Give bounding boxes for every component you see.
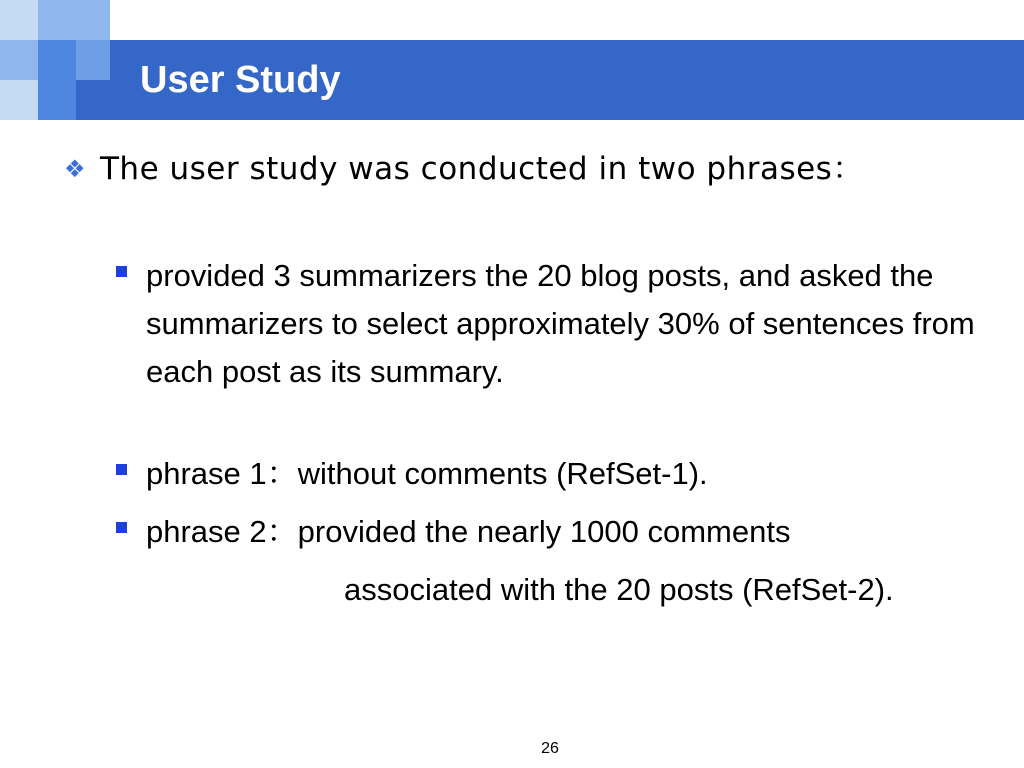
bullet-level1-text: The user study was conducted in two phrases：: [100, 151, 864, 187]
page-number: 26: [541, 740, 559, 757]
square-bullet-icon: [116, 464, 127, 475]
bullet-level2: [116, 508, 986, 556]
bullet-level2: [116, 252, 986, 396]
bullet-level1: [64, 146, 964, 192]
square-bullet-icon: [116, 522, 127, 533]
square-bullet-icon: [116, 266, 127, 277]
bullet-continuation-text: associated with the 20 posts (RefSet-2).: [344, 572, 894, 607]
slide-title: User Study: [140, 59, 341, 101]
diamond-bullet-icon: ❖: [64, 155, 86, 183]
bullet-level2-text: provided 3 summarizers the 20 blog posts, and asked the summarizers to select approximately 30% of sentences from each post as its summary.: [146, 258, 975, 389]
bullet-level2: [116, 450, 986, 498]
bullet-level2-text: phrase 1：without comments (RefSet-1).: [146, 456, 708, 491]
bullet-level2-text: phrase 2：provided the nearly 1000 comments: [146, 514, 791, 549]
